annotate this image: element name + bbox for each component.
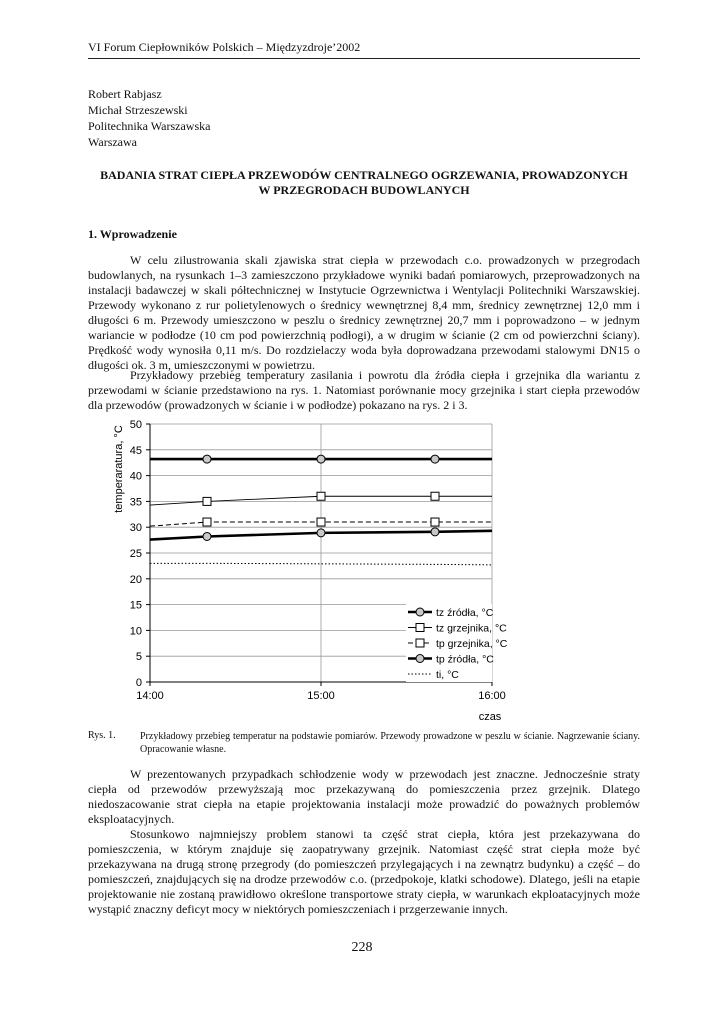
data-point [203,497,211,505]
data-point [431,518,439,526]
paper-title [88,168,640,198]
paper-title-line: W PRZEGRODACH BUDOWLANYCH [258,183,470,197]
y-tick-label: 5 [135,651,142,664]
header-rule [88,58,640,59]
temperature-chart [100,418,508,728]
y-tick-label: 50 [129,419,142,431]
author-name: Michał Strzeszewski [88,103,188,117]
x-tick-label: 16:00 [478,690,506,702]
legend-label: tz źródła, °C [436,607,494,619]
body-paragraph: W prezentowanych przypadkach schłodzenie wody w przewodach jest znaczne. Jednocześnie straty ciepła od przewodów przewyższają moc przekazywaną do pomieszczenia przez grzejnik. Dlatego niedoszacowanie strat ciepła na etapie projektowania instalacji może prowadzić do poważnych problemów eksploatacyjnych. [88,767,640,826]
data-point [416,655,424,663]
y-tick-label: 15 [129,599,142,612]
figure-caption-label: Rys. 1. [88,730,116,741]
body-paragraph: W celu zilustrowania skali zjawiska strat ciepła w przewodach c.o. prowadzonych w przegrodach budowlanych, na rysunkach 1–3 zamieszczono przykładowe wyniki badań pomiarowych, przeprowadzonych na instalacji badawczej w skali półtechnicznej w Instytucie Ogrzewnictwa i Wentylacji Politechniki Warszawskiej. Przewody wykonano z rur polietylenowych o średnicy wewnętrznej 8,4 mm, średnicy zewnętrznej 12,0 mm i długości 6 m. Przewody umieszczono w peszlu o średnicy zewnętrznej 20,7 mm i poprowadzono – w jednym wariancie w podłodze (10 cm pod powierzchnią podłogi), a w drugim w ścianie (2 cm od powierzchni ściany). Prędkość wody wynosiła 0,11 m/s. Do rozdzielaczy woda była doprowadzana przewodami stalowymi DN15 o długości ok. 3 m, umieszczonymi w powietrzu. [88,253,640,372]
city: Warszawa [88,135,138,149]
data-point [317,529,325,537]
data-point [416,608,424,616]
legend-label: tp grzejnika, °C [436,638,508,650]
y-tick-label: 20 [129,573,142,586]
author-name: Robert Rabjasz [88,87,162,101]
legend-label: tz grzejnika, °C [436,622,507,635]
y-tick-label: 30 [129,522,142,535]
paper-title-line: BADANIA STRAT CIEPŁA PRZEWODÓW CENTRALNEGO OGRZEWANIA, PROWADZONYCH [100,168,628,182]
page-number: 228 [351,940,373,955]
affiliation: Politechnika Warszawska [88,119,211,133]
data-point [317,518,325,526]
body-paragraph: Stosunkowo najmniejszy problem stanowi ta część strat ciepła, która jest przekazywana do pomieszczenia, w którym znajduje się zaopatrywany grzejnik. Natomiast część strat ciepła może być przekazywana na drugą stronę przegrody (do pomieszczeń przylegających i na zewnątrz budynku) a część – do pomieszczeń, znajdujących się na drodze przewodów c.o. (przedpokoje, klatki schodowe). Dlatego, jeśli na etapie projektowanie nie zostaną prawidłowo określone transportowe straty ciepła, w warunkach ekploatacyjnych może wystąpić znaczny deficyt mocy w niektórych pomieszczeniach i przgerzewanie innych. [88,827,640,916]
legend-label: tp źródła, °C [436,653,494,666]
y-tick-label: 0 [135,677,142,689]
x-tick-label: 14:00 [136,690,164,702]
data-point [416,624,424,632]
figure-caption: Przykładowy przebieg temperatur na podstawie pomiarów. Przewody prowadzone w peszlu w ścianie. Nagrzewanie ściany. Opracowanie własne. [140,731,640,755]
x-axis-label: czas [478,711,502,723]
data-point [203,518,211,526]
y-tick-label: 45 [129,444,142,457]
section-heading: 1. Wprowadzenie [88,227,177,241]
y-tick-label: 40 [129,470,142,483]
y-tick-label: 10 [129,625,142,638]
legend-label: ti, °C [436,669,459,681]
data-point [416,639,424,647]
x-tick-label: 15:00 [307,690,335,702]
author-block [88,86,210,150]
data-point [203,455,211,463]
data-point [431,492,439,500]
y-axis-label: temperaratura, °C [113,425,125,513]
y-tick-label: 35 [129,496,142,509]
data-point [317,492,325,500]
data-point [431,528,439,536]
data-point [317,455,325,463]
y-tick-label: 25 [129,548,142,560]
data-point [203,532,211,540]
running-header: VI Forum Ciepłowników Polskich – Międzyzdroje’2002 [88,40,361,54]
data-point [431,455,439,463]
body-paragraph: Przykładowy przebieg temperatury zasilania i powrotu dla źródła ciepła i grzejnika dla wariantu z przewodami w ścianie przedstawiono na rys. 1. Natomiast porównanie mocy grzejnika i start ciepła przewodów dla przewodów (prowadzonych w ścianie i w podłodze) pokazano na rys. 2 i 3. [88,368,640,412]
